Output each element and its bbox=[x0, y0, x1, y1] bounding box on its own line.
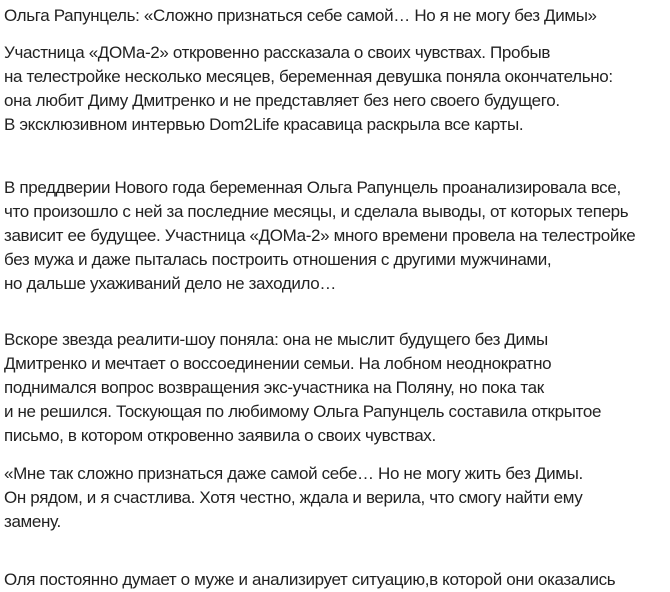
paragraph-1 bbox=[4, 41, 670, 137]
paragraph-3 bbox=[4, 328, 670, 448]
text-line: Он рядом, и я счастлива. Хотя честно, ждала и верила, что смогу найти ему bbox=[4, 488, 583, 507]
text-line: Участница «ДОМа-2» откровенно рассказала о своих чувствах. Пробыв bbox=[4, 43, 551, 62]
text-line: Вскоре звезда реалити-шоу поняла: она не мыслит будущего без Димы bbox=[4, 330, 548, 349]
text-line: без мужа и даже пыталась построить отношения с другими мужчинами, bbox=[4, 250, 552, 269]
text-line: она любит Диму Дмитренко и не представляет без него своего будущего. bbox=[4, 91, 560, 110]
paragraph-5 bbox=[4, 568, 670, 592]
text-line: но дальше ухаживаний дело не заходило… bbox=[4, 274, 337, 293]
paragraph-4-quote bbox=[4, 462, 670, 534]
text-line: Оля постоянно думает о муже и анализирует ситуацию,в которой они оказались bbox=[4, 570, 616, 589]
text-line: «Мне так сложно признаться даже самой себе… Но не могу жить без Димы. bbox=[4, 464, 583, 483]
text-line: Дмитренко и мечтает о воссоединении семьи. На лобном неоднократно bbox=[4, 354, 552, 373]
text-line: и не решился. Тоскующая по любимому Ольга Рапунцель составила открытое bbox=[4, 402, 602, 421]
text-line: зависит ее будущее. Участница «ДОМа-2» много времени провела на телестройке bbox=[4, 226, 636, 245]
text-line: В преддверии Нового года беременная Ольга Рапунцель проанализировала все, bbox=[4, 178, 621, 197]
title-text: Ольга Рапунцель: «Сложно признаться себе самой… Но я не могу без Димы» bbox=[4, 6, 597, 25]
article-title bbox=[4, 4, 670, 28]
text-line: В эксклюзивном интервью Dom2Life красавица раскрыла все карты. bbox=[4, 115, 524, 134]
text-line: на телестройке несколько месяцев, беременная девушка поняла окончательно: bbox=[4, 67, 613, 86]
text-line: что произошло с ней за последние месяцы, и сделала выводы, от которых теперь bbox=[4, 202, 629, 221]
paragraph-2 bbox=[4, 176, 670, 296]
text-line: поднимался вопрос возвращения экс-участника на Поляну, но пока так bbox=[4, 378, 544, 397]
text-line: замену. bbox=[4, 512, 61, 531]
text-line: письмо, в котором откровенно заявила о своих чувствах. bbox=[4, 426, 436, 445]
